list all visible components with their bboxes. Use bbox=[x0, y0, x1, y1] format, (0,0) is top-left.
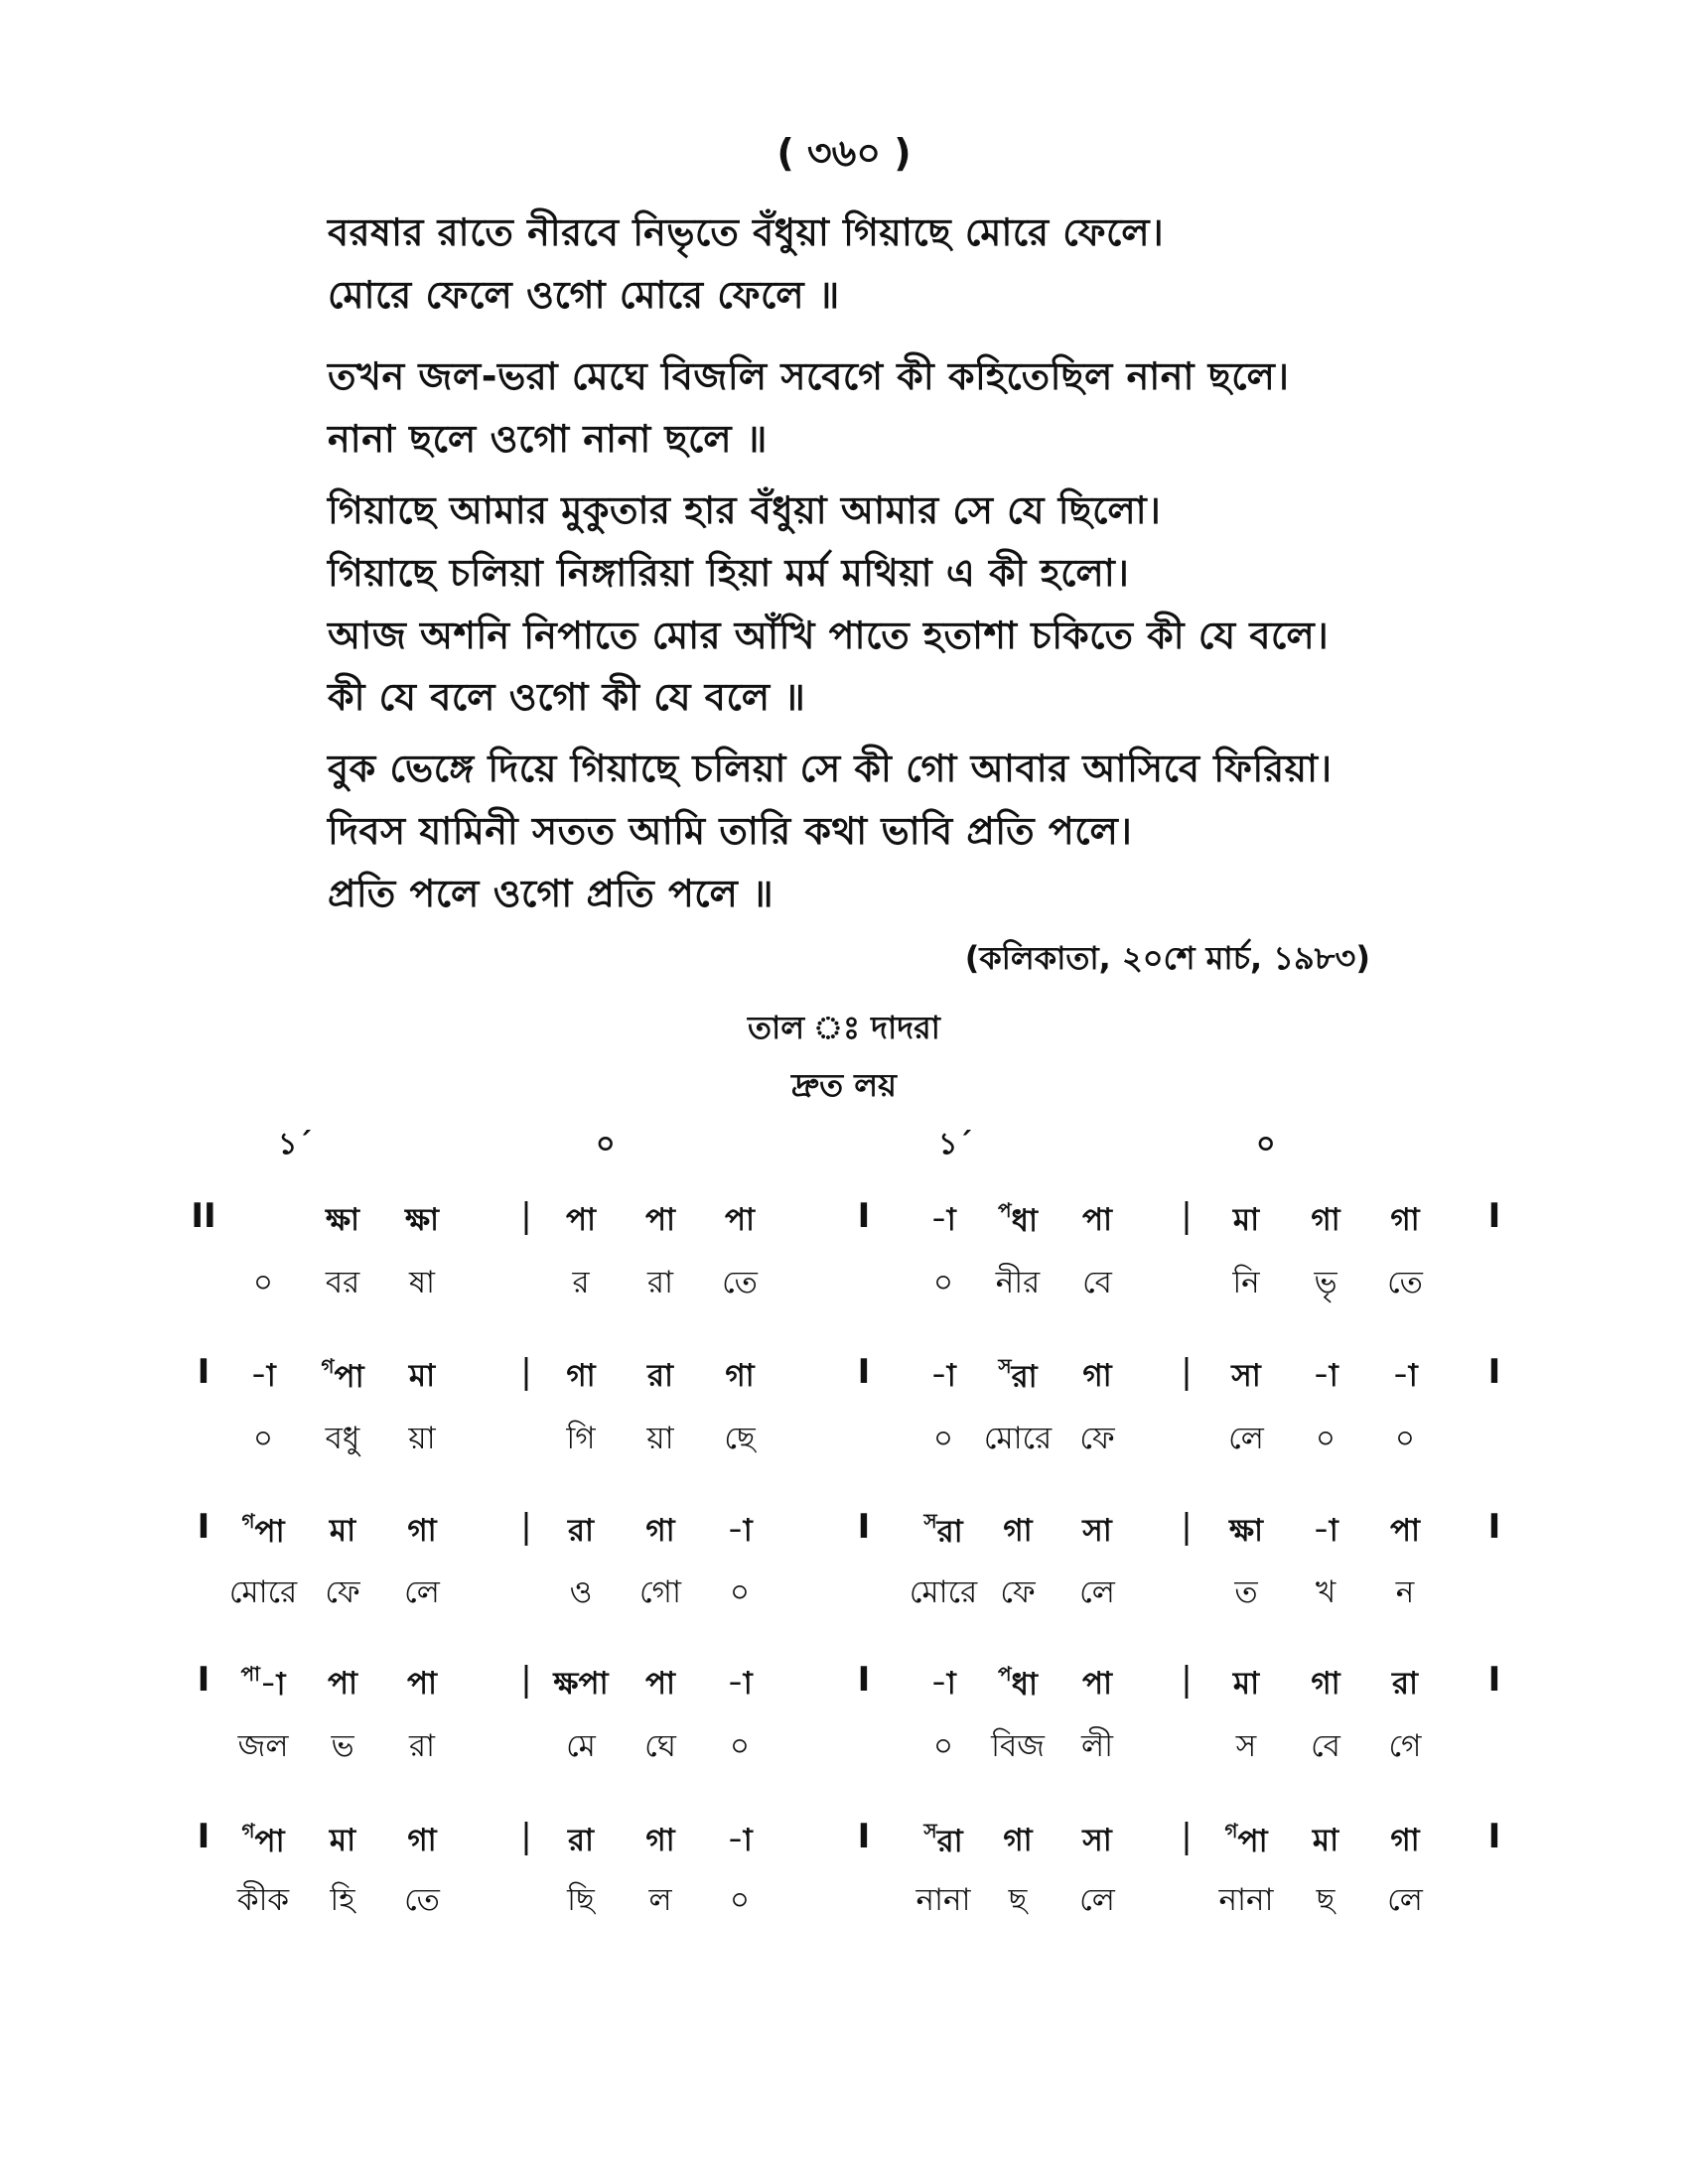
grace-note: স bbox=[998, 1354, 1012, 1378]
grace-note: প bbox=[998, 1662, 1012, 1686]
vibhag-barline: I bbox=[857, 1507, 871, 1547]
lyric-line: তখন জল-ভরা মেঘে বিজলি সবেগে কী কহিতেছিল নানা ছলে। bbox=[328, 354, 1290, 398]
note-cell bbox=[645, 1660, 675, 1711]
grace-note: গ bbox=[321, 1354, 335, 1378]
note-text: পা bbox=[724, 1202, 756, 1238]
note-cell bbox=[998, 1352, 1037, 1405]
lyric-syllable: জল bbox=[237, 1728, 289, 1764]
end-barline: I bbox=[1487, 1660, 1501, 1700]
note-text: পা bbox=[254, 1514, 285, 1550]
note-text: ক্ষপা bbox=[553, 1666, 609, 1702]
grace-note: গ bbox=[241, 1819, 255, 1843]
lyric-syllable: ০ bbox=[932, 1265, 954, 1300]
note-text: -া bbox=[727, 1513, 753, 1549]
note-cell bbox=[645, 1817, 674, 1868]
grace-note: গ bbox=[1224, 1819, 1238, 1843]
note-text: গা bbox=[645, 1513, 675, 1549]
note-text: গা bbox=[1390, 1823, 1420, 1858]
note-text: গা bbox=[1390, 1202, 1420, 1238]
note-cell bbox=[1229, 1507, 1263, 1559]
note-cell bbox=[407, 1660, 437, 1711]
grace-note: প bbox=[998, 1198, 1012, 1222]
lyric-syllable: ছ bbox=[1316, 1882, 1336, 1918]
note-text: রা bbox=[936, 1514, 963, 1550]
note-text: গা bbox=[1003, 1513, 1033, 1549]
lyric-syllable: বর bbox=[325, 1265, 360, 1300]
lyric-line: আজ অশনি নিপাতে মোর আঁখি পাতে হতাশা চকিতে কী যে বলে। bbox=[328, 614, 1330, 657]
start-barline: I bbox=[197, 1660, 211, 1700]
note-cell bbox=[568, 1507, 594, 1559]
note-cell bbox=[566, 1196, 596, 1248]
note-cell bbox=[923, 1817, 962, 1869]
beat-divider: | bbox=[520, 1507, 532, 1547]
lyric-syllable: নানা bbox=[1218, 1882, 1274, 1918]
start-barline: I bbox=[197, 1817, 211, 1856]
lyric-line: মোরে ফেলে ওগো মোরে ফেলে ॥ bbox=[328, 273, 840, 317]
lyric-syllable: বিজ bbox=[991, 1728, 1045, 1764]
note-text: -া bbox=[1313, 1513, 1338, 1549]
lyric-syllable: লে bbox=[404, 1574, 440, 1610]
note-cell bbox=[330, 1507, 355, 1559]
lyric-syllable: রা bbox=[408, 1728, 436, 1764]
lyric-line: গিয়াছে চলিয়া নিঙ্গারিয়া হিয়া মর্ম মথিয়া এ কী হলো। bbox=[328, 551, 1130, 595]
note-text: পা bbox=[644, 1666, 676, 1702]
note-text: পা bbox=[644, 1202, 676, 1238]
beat-mark: ১´ bbox=[278, 1127, 313, 1161]
lyric-syllable: ০ bbox=[932, 1421, 954, 1456]
note-text: গা bbox=[645, 1823, 675, 1858]
tala-label: তাল ঃ দাদরা bbox=[748, 1009, 940, 1046]
lyric-syllable: নানা bbox=[915, 1882, 971, 1918]
beat-divider: | bbox=[1181, 1660, 1193, 1700]
end-barline: I bbox=[1487, 1817, 1501, 1856]
lyric-syllable: ত bbox=[1234, 1574, 1258, 1610]
lyric-syllable: লে bbox=[1387, 1882, 1423, 1918]
lyric-syllable: তে bbox=[1387, 1265, 1423, 1300]
note-cell bbox=[1082, 1817, 1111, 1868]
grace-note: গ bbox=[241, 1509, 255, 1533]
note-text: ধা bbox=[1011, 1667, 1038, 1703]
lyric-syllable: ষা bbox=[408, 1265, 436, 1300]
page-number: ( ৩৬০ ) bbox=[776, 131, 912, 175]
note-cell bbox=[241, 1660, 286, 1712]
lyric-syllable: ফে bbox=[1079, 1421, 1115, 1456]
lyric-syllable: বে bbox=[1311, 1728, 1340, 1764]
beat-divider: | bbox=[1181, 1817, 1193, 1856]
note-text: রা bbox=[567, 1513, 595, 1549]
note-text: পা bbox=[327, 1666, 358, 1702]
note-text: -া bbox=[1392, 1358, 1418, 1394]
beat-mark: ০ bbox=[596, 1127, 616, 1161]
note-text: পা bbox=[1389, 1513, 1421, 1549]
note-cell bbox=[407, 1507, 436, 1559]
note-cell bbox=[930, 1196, 956, 1248]
note-cell bbox=[727, 1817, 753, 1868]
start-barline: II bbox=[191, 1196, 216, 1236]
note-text: ধা bbox=[1011, 1203, 1038, 1239]
note-text: গা bbox=[407, 1513, 437, 1549]
beat-mark: ০ bbox=[1256, 1127, 1276, 1161]
note-text: গা bbox=[725, 1358, 755, 1394]
lyric-syllable: ফে bbox=[1000, 1574, 1036, 1610]
lyric-syllable: র bbox=[572, 1265, 590, 1300]
beat-divider: | bbox=[520, 1352, 532, 1392]
lyric-syllable: মোরে bbox=[983, 1421, 1053, 1456]
end-barline: I bbox=[1487, 1352, 1501, 1392]
note-cell bbox=[645, 1196, 675, 1248]
lyric-syllable: গে bbox=[1388, 1728, 1422, 1764]
lyric-syllable: খ bbox=[1315, 1574, 1336, 1610]
note-text: গা bbox=[1003, 1823, 1033, 1858]
note-text: গা bbox=[1311, 1666, 1340, 1702]
note-cell bbox=[923, 1507, 962, 1560]
lyric-syllable: লী bbox=[1081, 1728, 1113, 1764]
lyric-line: প্রতি পলে ওগো প্রতি পলে ॥ bbox=[328, 872, 774, 915]
note-cell bbox=[930, 1660, 956, 1711]
note-text: -া bbox=[727, 1823, 753, 1858]
beat-mark: ১´ bbox=[938, 1127, 973, 1161]
note-cell bbox=[1311, 1660, 1339, 1711]
note-text: সা bbox=[1231, 1358, 1261, 1394]
note-cell bbox=[1313, 1352, 1338, 1404]
note-cell bbox=[1082, 1352, 1111, 1404]
note-cell bbox=[1082, 1507, 1111, 1559]
note-text: মা bbox=[1232, 1202, 1260, 1238]
note-cell bbox=[326, 1196, 359, 1248]
note-text: পা bbox=[1237, 1824, 1268, 1859]
note-cell bbox=[1082, 1660, 1112, 1711]
note-cell bbox=[328, 1660, 357, 1711]
lyric-syllable: ল bbox=[648, 1882, 672, 1918]
vibhag-barline: I bbox=[857, 1196, 871, 1236]
note-text: -া bbox=[930, 1358, 956, 1394]
beat-divider: | bbox=[520, 1660, 532, 1700]
beat-divider: | bbox=[520, 1196, 532, 1236]
note-cell bbox=[330, 1817, 355, 1868]
place-date: (কলিকাতা, ২০শে মার্চ, ১৯৮৩) bbox=[964, 939, 1370, 977]
note-cell bbox=[1233, 1660, 1259, 1711]
lyric-syllable: ও bbox=[569, 1574, 593, 1610]
lyric-syllable: রা bbox=[646, 1265, 674, 1300]
lyric-syllable: ভ bbox=[331, 1728, 354, 1764]
note-cell bbox=[998, 1660, 1038, 1712]
end-barline: I bbox=[1487, 1507, 1501, 1547]
note-cell bbox=[930, 1352, 956, 1404]
note-text: মা bbox=[329, 1823, 356, 1858]
lyric-syllable: ০ bbox=[252, 1265, 274, 1300]
note-text: -া bbox=[259, 1667, 286, 1703]
note-text: পা bbox=[406, 1666, 438, 1702]
grace-note: পা bbox=[240, 1662, 260, 1686]
lyric-syllable: লে bbox=[1079, 1574, 1115, 1610]
lyric-syllable: ন bbox=[1395, 1574, 1415, 1610]
note-cell bbox=[1313, 1817, 1338, 1868]
lyric-syllable: ০ bbox=[1394, 1421, 1416, 1456]
lyric-syllable: য়া bbox=[408, 1421, 436, 1456]
note-text: গা bbox=[566, 1358, 596, 1394]
note-cell bbox=[553, 1660, 608, 1711]
note-cell bbox=[407, 1817, 436, 1868]
note-cell bbox=[241, 1817, 284, 1869]
grace-note: স bbox=[923, 1819, 937, 1843]
start-barline: I bbox=[197, 1352, 211, 1392]
note-cell bbox=[1231, 1352, 1260, 1404]
note-cell bbox=[1392, 1352, 1418, 1404]
note-text: গা bbox=[407, 1823, 437, 1858]
note-text: গা bbox=[1082, 1358, 1112, 1394]
lyric-syllable: ০ bbox=[932, 1728, 954, 1764]
note-cell bbox=[568, 1817, 594, 1868]
note-cell bbox=[1390, 1817, 1419, 1868]
lyric-syllable: স bbox=[1235, 1728, 1257, 1764]
laya-label: দ্রুত লয় bbox=[791, 1066, 897, 1104]
note-text: সা bbox=[1082, 1513, 1112, 1549]
note-text: ক্ষা bbox=[1228, 1513, 1264, 1549]
lyric-syllable: তে bbox=[722, 1265, 758, 1300]
lyric-line: গিয়াছে আমার মুকুতার হার বঁধুয়া আমার সে যে ছিলো। bbox=[328, 488, 1162, 532]
note-text: রা bbox=[567, 1823, 595, 1858]
note-text: সা bbox=[1082, 1823, 1112, 1858]
note-text: -া bbox=[727, 1666, 753, 1702]
note-text: রা bbox=[1391, 1666, 1419, 1702]
lyric-syllable: বধু bbox=[325, 1421, 360, 1456]
note-text: ক্ষা bbox=[404, 1202, 440, 1238]
note-text: পা bbox=[254, 1824, 285, 1859]
lyric-syllable: কীক bbox=[236, 1882, 290, 1918]
note-text: পা bbox=[1081, 1666, 1113, 1702]
note-text: পা bbox=[334, 1359, 364, 1395]
lyric-syllable: নীর bbox=[995, 1265, 1041, 1300]
note-cell bbox=[1390, 1196, 1419, 1248]
beat-divider: | bbox=[520, 1817, 532, 1856]
lyric-line: বরষার রাতে নীরবে নিভৃতে বঁধুয়া গিয়াছে মোরে ফেলে। bbox=[328, 210, 1165, 254]
lyric-syllable: লে bbox=[1228, 1421, 1264, 1456]
note-cell bbox=[250, 1352, 276, 1404]
lyric-syllable: মোরে bbox=[228, 1574, 298, 1610]
lyric-syllable: মে bbox=[566, 1728, 596, 1764]
note-text: -া bbox=[930, 1666, 956, 1702]
note-cell bbox=[1233, 1196, 1259, 1248]
note-cell bbox=[241, 1507, 284, 1560]
lyric-syllable: গো bbox=[639, 1574, 681, 1610]
note-cell bbox=[1003, 1817, 1032, 1868]
lyric-syllable: হি bbox=[330, 1882, 355, 1918]
note-cell bbox=[727, 1660, 753, 1711]
lyric-syllable: মোরে bbox=[909, 1574, 978, 1610]
lyric-syllable: ০ bbox=[729, 1728, 751, 1764]
note-cell bbox=[645, 1507, 674, 1559]
vibhag-barline: I bbox=[857, 1352, 871, 1392]
note-text: রা bbox=[1011, 1359, 1038, 1395]
lyric-syllable: ছে bbox=[724, 1421, 756, 1456]
lyric-syllable: ছি bbox=[567, 1882, 595, 1918]
note-cell bbox=[566, 1352, 595, 1404]
grace-note: স bbox=[923, 1509, 937, 1533]
lyric-line: দিবস যামিনী সতত আমি তারি কথা ভাবি প্রতি পলে। bbox=[328, 809, 1133, 853]
lyric-syllable: লে bbox=[1079, 1882, 1115, 1918]
lyric-syllable: ঘে bbox=[644, 1728, 676, 1764]
note-cell bbox=[725, 1352, 754, 1404]
note-text: ক্ষা bbox=[325, 1202, 360, 1238]
note-cell bbox=[1224, 1817, 1267, 1869]
note-text: মা bbox=[1312, 1823, 1339, 1858]
lyric-syllable: গি bbox=[566, 1421, 596, 1456]
lyric-syllable: ফে bbox=[325, 1574, 360, 1610]
lyric-syllable: নি bbox=[1232, 1265, 1260, 1300]
note-cell bbox=[998, 1196, 1038, 1249]
lyric-syllable: ০ bbox=[729, 1882, 751, 1918]
note-cell bbox=[1311, 1196, 1339, 1248]
note-cell bbox=[727, 1507, 753, 1559]
lyric-line: বুক ভেঙ্গে দিয়ে গিয়াছে চলিয়া সে কী গো আবার আসিবে ফিরিয়া। bbox=[328, 747, 1333, 790]
lyric-syllable: তে bbox=[404, 1882, 440, 1918]
note-text: মা bbox=[329, 1513, 356, 1549]
note-text: পা bbox=[565, 1202, 597, 1238]
lyric-syllable: ভৃ bbox=[1314, 1265, 1337, 1300]
note-cell bbox=[725, 1196, 755, 1248]
lyric-syllable: ০ bbox=[252, 1421, 274, 1456]
lyric-syllable: ছ bbox=[1008, 1882, 1028, 1918]
note-text: -া bbox=[250, 1358, 276, 1394]
start-barline: I bbox=[197, 1507, 211, 1547]
note-text: পা bbox=[1081, 1202, 1113, 1238]
note-cell bbox=[1003, 1507, 1032, 1559]
note-cell bbox=[1082, 1196, 1112, 1248]
beat-divider: | bbox=[1181, 1196, 1193, 1236]
beat-divider: | bbox=[1181, 1352, 1193, 1392]
note-text: -া bbox=[1313, 1358, 1338, 1394]
note-text: গা bbox=[1311, 1202, 1340, 1238]
end-barline: I bbox=[1487, 1196, 1501, 1236]
note-cell bbox=[321, 1352, 363, 1405]
lyric-syllable: য়া bbox=[646, 1421, 674, 1456]
note-cell bbox=[405, 1196, 439, 1248]
note-text: রা bbox=[646, 1358, 674, 1394]
note-cell bbox=[647, 1352, 673, 1404]
note-text: রা bbox=[936, 1824, 963, 1859]
note-text: মা bbox=[1232, 1666, 1260, 1702]
note-text: -া bbox=[930, 1202, 956, 1238]
lyric-line: নানা ছলে ওগো নানা ছলে ॥ bbox=[328, 417, 768, 461]
note-cell bbox=[1313, 1507, 1338, 1559]
lyric-line: কী যে বলে ওগো কী যে বলে ॥ bbox=[328, 675, 806, 719]
vibhag-barline: I bbox=[857, 1660, 871, 1700]
lyric-syllable: ০ bbox=[729, 1574, 751, 1610]
vibhag-barline: I bbox=[857, 1817, 871, 1856]
lyric-syllable: বে bbox=[1082, 1265, 1112, 1300]
note-text: মা bbox=[408, 1358, 436, 1394]
note-cell bbox=[1390, 1507, 1420, 1559]
note-cell bbox=[1392, 1660, 1418, 1711]
note-cell bbox=[409, 1352, 435, 1404]
beat-divider: | bbox=[1181, 1507, 1193, 1547]
lyric-syllable: ০ bbox=[1315, 1421, 1336, 1456]
